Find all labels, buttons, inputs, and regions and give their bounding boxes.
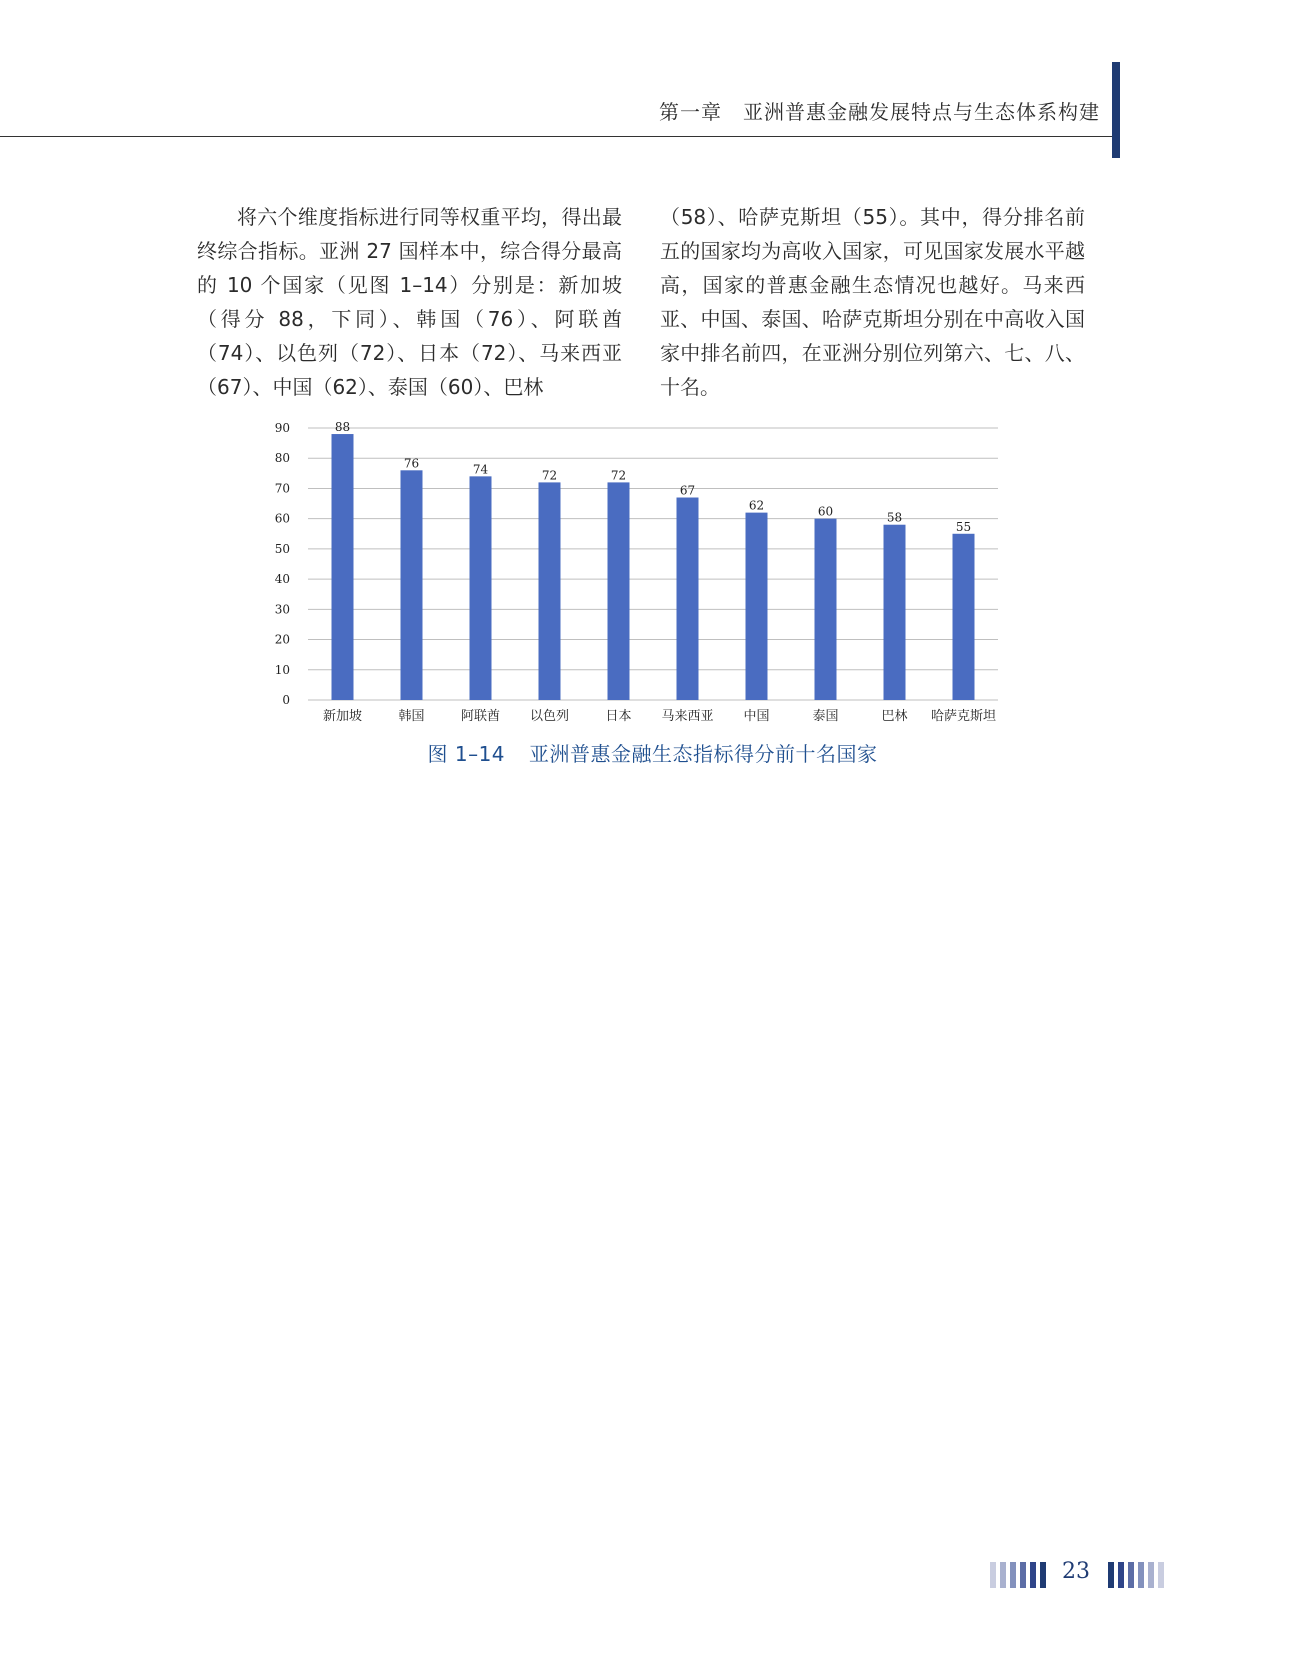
data-label: 55 [955, 519, 972, 534]
bar [608, 482, 630, 700]
data-label: 58 [886, 510, 903, 525]
y-tick-label: 10 [274, 662, 290, 677]
y-tick-label: 20 [274, 632, 290, 647]
data-label: 76 [403, 456, 420, 471]
data-label: 88 [334, 420, 351, 435]
y-tick-label: 50 [274, 541, 290, 556]
footer-stripe [1138, 1562, 1144, 1588]
x-tick-label: 以色列 [529, 709, 570, 724]
chapter-title: 第一章 亚洲普惠金融发展特点与生态体系构建 [659, 100, 1100, 124]
x-tick-label: 新加坡 [322, 709, 363, 724]
figure-caption [0, 738, 1305, 767]
y-tick-label: 60 [274, 511, 290, 526]
x-tick-label: 韩国 [398, 709, 425, 724]
bar [815, 519, 837, 700]
data-label: 62 [748, 498, 765, 513]
header-accent-bar [1112, 62, 1120, 158]
footer-stripe [1108, 1562, 1114, 1588]
bar [401, 470, 423, 700]
bar [677, 498, 699, 700]
footer-stripe [1030, 1562, 1036, 1588]
right-paragraph: （58）、哈萨克斯坦（55）。其中，得分排名前五的国家均为高收入国家，可见国家发展水平越高，国家的普惠金融生态情况也越好。马来西亚、中国、泰国、哈萨克斯坦分别在中高收入国家中排名前四，在亚洲分别位列第六、七、八、十名。 [660, 205, 1085, 399]
y-tick-label: 0 [282, 693, 290, 707]
footer-stripe [1020, 1562, 1026, 1588]
x-tick-label: 泰国 [812, 709, 839, 724]
footer-stripe [1128, 1562, 1134, 1588]
right-column [660, 200, 1085, 404]
bar [332, 434, 354, 700]
left-paragraph: 将六个维度指标进行同等权重平均，得出最终综合指标。亚洲 27 国样本中，综合得分最高的 10 个国家（见图 1–14）分别是：新加坡（得分 88，下同）、韩国（76）、阿联酋（74）、以色列（72）、日本（72）、马来西亚（67）、中国（62）、泰国（60）、巴林 [197, 205, 622, 399]
y-tick-label: 40 [274, 572, 290, 587]
y-tick-label: 70 [274, 481, 290, 496]
y-tick-label: 90 [274, 421, 290, 435]
data-label: 72 [610, 468, 627, 483]
bar [539, 482, 561, 700]
x-tick-label: 阿联酋 [460, 709, 501, 724]
footer-stripe [1010, 1562, 1016, 1588]
data-label: 74 [472, 462, 489, 477]
bar-chart [268, 414, 1008, 734]
bar [746, 513, 768, 700]
y-tick-label: 80 [274, 451, 290, 466]
bar [884, 525, 906, 700]
figure-caption-text: 亚洲普惠金融生态指标得分前十名国家 [529, 742, 878, 766]
bar-chart-svg [268, 414, 1008, 734]
footer-stripe [1118, 1562, 1124, 1588]
footer-stripe [1148, 1562, 1154, 1588]
footer-stripe [990, 1562, 996, 1588]
x-tick-label: 马来西亚 [661, 709, 714, 724]
page-number: 23 [1062, 1559, 1090, 1584]
data-label: 72 [541, 468, 558, 483]
figure-number: 图 1–14 [427, 742, 506, 766]
data-label: 67 [679, 483, 696, 498]
bar [470, 476, 492, 700]
data-label: 60 [817, 504, 834, 519]
x-tick-label: 哈萨克斯坦 [930, 709, 997, 724]
x-tick-label: 巴林 [881, 709, 908, 724]
x-tick-label: 日本 [605, 709, 632, 724]
header-rule [0, 136, 1112, 137]
footer-stripe [1040, 1562, 1046, 1588]
left-column [197, 200, 622, 404]
footer-stripe [1000, 1562, 1006, 1588]
y-tick-label: 30 [274, 602, 290, 617]
x-tick-label: 中国 [743, 709, 770, 724]
bar [953, 534, 975, 700]
footer-stripe [1158, 1562, 1164, 1588]
